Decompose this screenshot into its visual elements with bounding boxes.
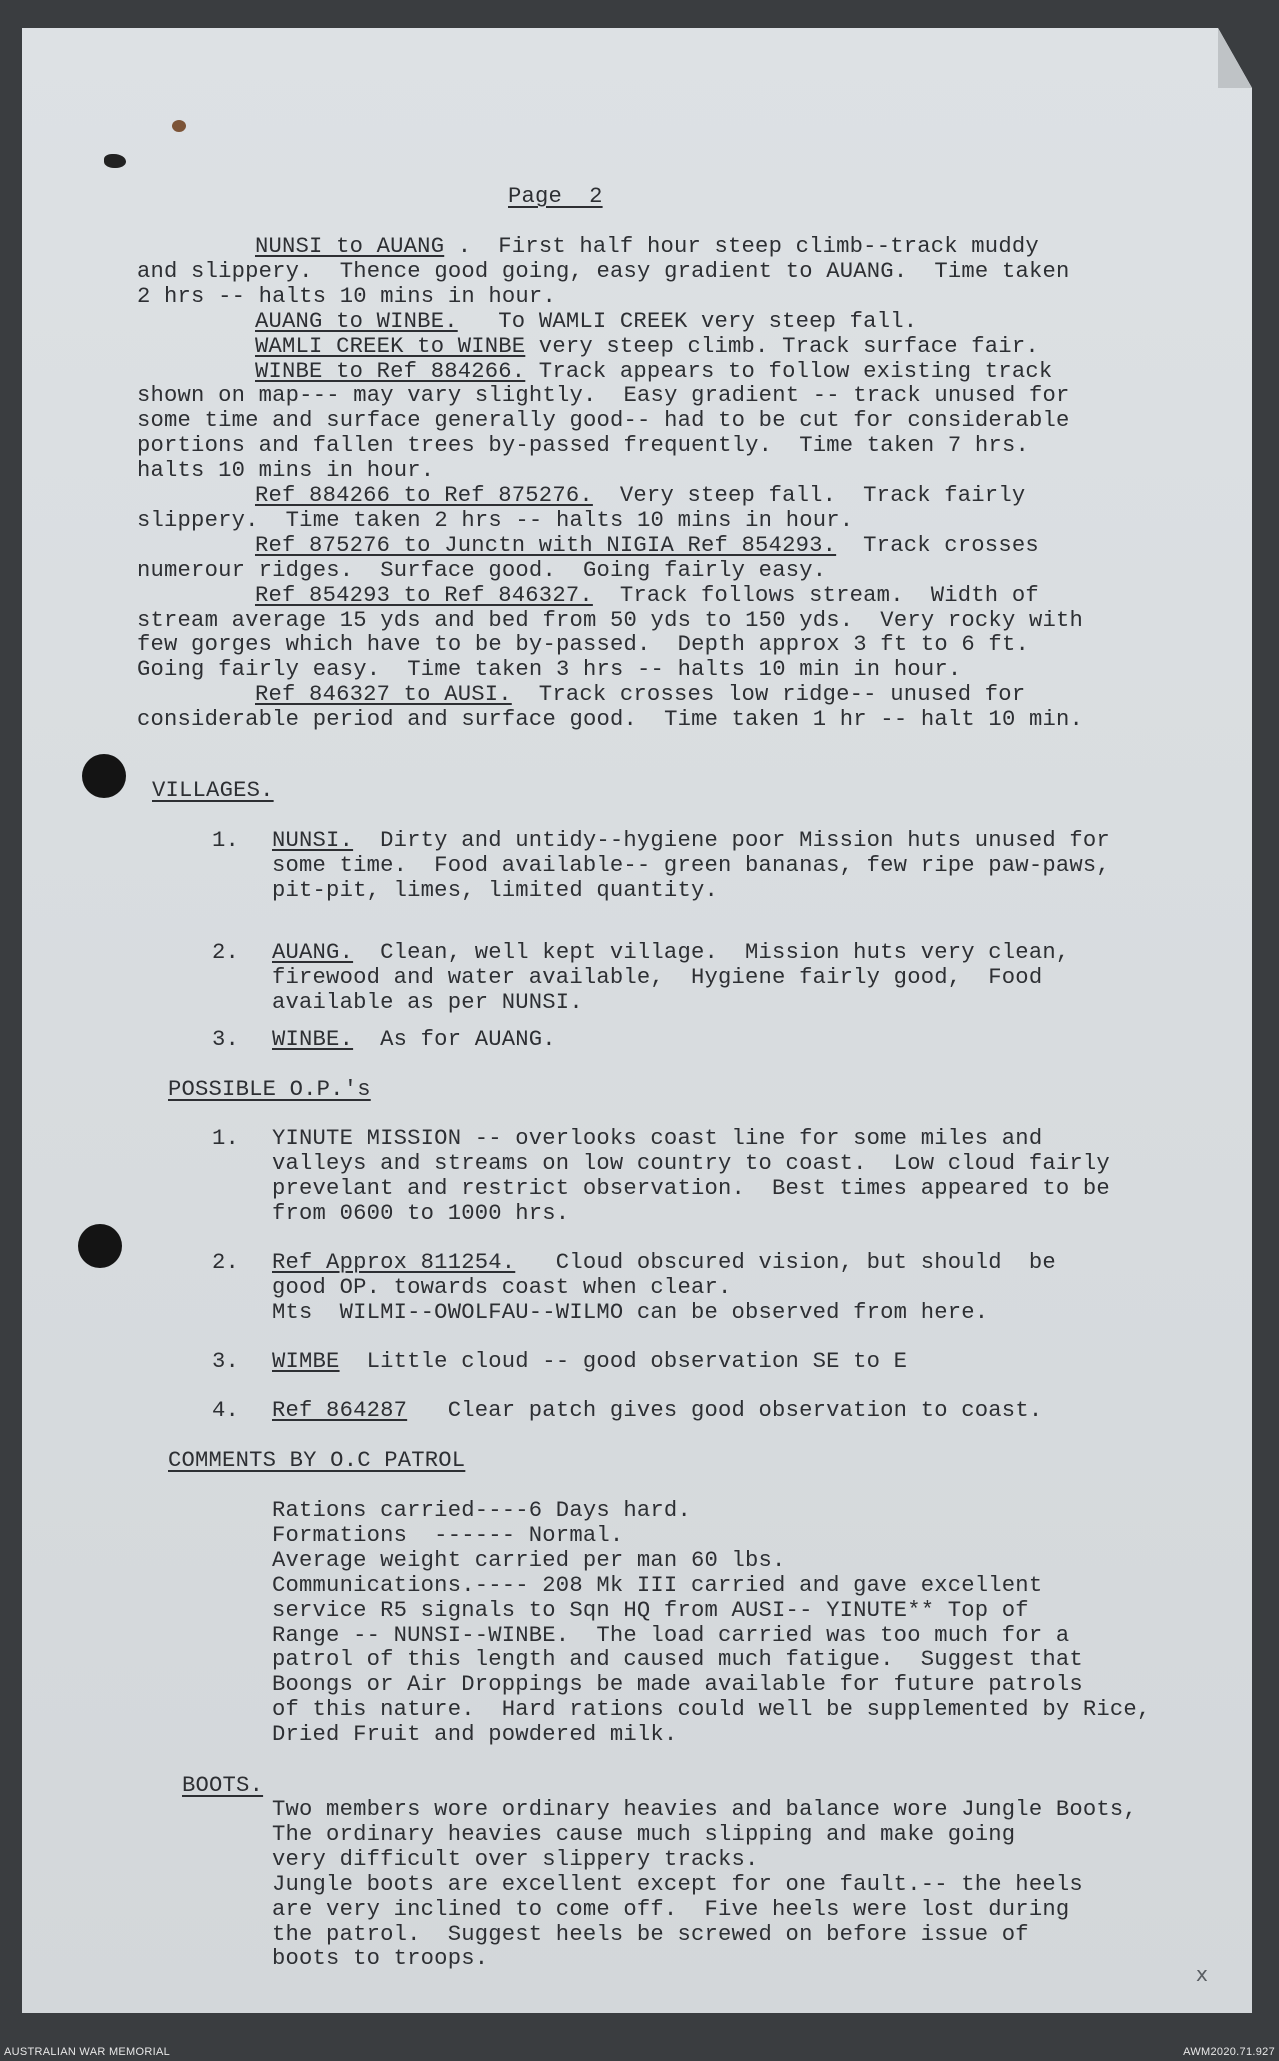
text-run: Range -- NUNSI--WINBE. The load carried was too much for a (272, 1622, 1070, 1648)
underlined-heading: AUANG to WINBE. (255, 308, 458, 334)
text-run: pit-pit, limes, limited quantity. (272, 877, 718, 903)
text-run: Clean, well kept village. Mission huts very clean, (353, 940, 1070, 965)
text-run: 1. (212, 1126, 240, 1151)
boots-line (272, 1922, 1029, 1947)
comments-line (272, 1672, 1083, 1697)
text-run: and slippery. Thence good going, easy gradient to AUANG. Time taken (137, 258, 1070, 284)
underlined-heading: WINBE. (272, 1027, 354, 1052)
text-run: The ordinary heavies cause much slipping and make going (272, 1821, 1016, 1847)
section-heading-boots (182, 1773, 263, 1798)
op-line (272, 1300, 988, 1325)
text-run: portions and fallen trees by-passed frequently. Time taken 7 hrs. (137, 433, 1029, 459)
text-run: Little cloud -- good observation SE to E (339, 1349, 908, 1374)
corner-mark: x (1196, 1962, 1208, 1986)
village-line (272, 828, 1110, 853)
section-heading-ops (168, 1077, 371, 1102)
text-run: 2. (212, 1250, 240, 1275)
underlined-heading: WIMBE (272, 1349, 340, 1374)
text-run: available as per NUNSI. (272, 989, 583, 1015)
text-run: Very steep fall. Track fairly (592, 483, 1026, 508)
village-line (272, 1027, 556, 1052)
op-line (272, 1201, 569, 1226)
route-segment-line (137, 608, 1083, 633)
route-segment-first-line (255, 682, 1025, 707)
footer-accession-number: AWM2020.71.927 (1183, 2046, 1275, 2058)
ink-blot (104, 154, 126, 168)
text-run: 2. (212, 940, 240, 965)
route-segment-line (137, 259, 1070, 284)
underlined-heading: Ref 875276 to Junctn with NIGIA Ref 854293. (255, 532, 837, 558)
village-line (272, 853, 1110, 878)
boots-line (272, 1872, 1083, 1897)
text-run: patrol of this length and caused much fatigue. Suggest that (272, 1647, 1083, 1673)
text-run: prevelant and restrict observation. Best times appeared to be (272, 1175, 1110, 1201)
op-line (272, 1349, 907, 1374)
text-run: Jungle boots are excellent except for one fault.-- the heels (272, 1871, 1083, 1897)
route-segment-first-line (255, 234, 1039, 259)
op-line (272, 1151, 1110, 1176)
text-run: Track follows stream. Width of (592, 582, 1039, 608)
boots-line (272, 1797, 1137, 1822)
text-run: good OP. towards coast when clear. (272, 1274, 732, 1300)
op-number (212, 1126, 239, 1151)
route-segment-line (137, 284, 556, 309)
route-segment-line (137, 707, 1083, 732)
route-segment-line (137, 558, 826, 583)
route-segment-line (137, 408, 1070, 433)
text-run: firewood and water available, Hygiene fairly good, Food (272, 964, 1043, 990)
boots-line (272, 1847, 759, 1872)
op-number (212, 1398, 239, 1423)
text-run: numerour ridges. Surface good. Going fairly easy. (137, 557, 827, 583)
underlined-heading: Ref 884266 to Ref 875276. (255, 483, 593, 508)
text-run: Boongs or Air Droppings be made available for future patrols (272, 1672, 1083, 1698)
route-segment-first-line (255, 334, 1039, 359)
text-run: halts 10 mins in hour. (137, 458, 435, 484)
text-run: Dirty and untidy--hygiene poor Mission huts unused for (353, 828, 1110, 853)
underlined-heading: NUNSI. (272, 828, 354, 853)
comments-line (272, 1498, 691, 1523)
text-run: boots to troops. (272, 1946, 489, 1972)
page-title (508, 184, 603, 209)
underlined-heading: BOOTS. (182, 1773, 264, 1798)
underlined-heading: AUANG. (272, 940, 354, 965)
text-run: valleys and streams on low country to coast. Low cloud fairly (272, 1150, 1110, 1176)
text-run: Clear patch gives good observation to coast. (407, 1398, 1043, 1423)
underlined-heading: WINBE to Ref 884266. (255, 358, 526, 384)
folded-corner (1218, 28, 1252, 88)
underlined-heading: Ref 854293 to Ref 846327. (255, 582, 593, 608)
text-run: Track appears to follow existing track (525, 358, 1053, 384)
op-line (272, 1275, 732, 1300)
text-run: Formations ------ Normal. (272, 1522, 624, 1548)
text-run: slippery. Time taken 2 hrs -- halts 10 mins in hour. (137, 507, 854, 533)
text-run: Cloud obscured vision, but should be (515, 1250, 1056, 1275)
text-run: 3. (212, 1027, 240, 1052)
op-line (272, 1126, 1042, 1151)
village-number (212, 1027, 239, 1052)
op-line (272, 1176, 1110, 1201)
text-run: the patrol. Suggest heels be screwed on before issue of (272, 1921, 1029, 1947)
text-run: very steep climb. Track surface fair. (525, 333, 1039, 359)
text-run: 1. (212, 828, 240, 853)
op-number (212, 1349, 239, 1374)
underlined-heading: VILLAGES. (152, 778, 274, 803)
text-run: of this nature. Hard rations could well be supplemented by Rice, (272, 1697, 1151, 1723)
underlined-heading: Ref 846327 to AUSI. (255, 682, 512, 708)
text-run: some time and surface generally good-- had to be cut for considerable (137, 408, 1070, 434)
text-run: 4. (212, 1398, 240, 1423)
underlined-heading: NUNSI to AUANG (255, 234, 445, 259)
text-run: very difficult over slippery tracks. (272, 1846, 759, 1872)
text-run: Track crosses low ridge-- unused for (511, 682, 1026, 708)
underlined-heading: Page 2 (508, 184, 603, 209)
boots-line (272, 1897, 1069, 1922)
text-run: stream average 15 yds and bed from 50 yds to 150 yds. Very rocky with (137, 607, 1084, 633)
comments-line (272, 1548, 786, 1573)
underlined-heading: WAMLI CREEK to WINBE (255, 333, 526, 359)
village-number (212, 828, 239, 853)
underlined-heading: COMMENTS BY O.C PATROL (168, 1448, 466, 1473)
village-line (272, 878, 718, 903)
comments-line (272, 1573, 1042, 1598)
text-run: are very inclined to come off. Five heels were lost during (272, 1896, 1070, 1922)
text-run: 2 hrs -- halts 10 mins in hour. (137, 283, 556, 309)
text-run: As for AUANG. (353, 1027, 556, 1052)
village-line (272, 940, 1069, 965)
text-run: service R5 signals to Sqn HQ from AUSI-- YINUTE** Top of (272, 1597, 1029, 1623)
text-run: Track crosses (836, 532, 1039, 558)
boots-line (272, 1822, 1015, 1847)
text-run: Average weight carried per man 60 lbs. (272, 1547, 786, 1573)
comments-line (272, 1598, 1029, 1623)
section-heading-comments (168, 1448, 465, 1473)
text-run: some time. Food available-- green bananas, few ripe paw-paws, (272, 852, 1110, 878)
village-number (212, 940, 239, 965)
comments-line (272, 1623, 1069, 1648)
underlined-heading: Ref 864287 (272, 1398, 408, 1423)
text-run: . First half hour steep climb--track muddy (444, 234, 1039, 259)
comments-line (272, 1697, 1150, 1722)
text-run: from 0600 to 1000 hrs. (272, 1200, 570, 1226)
village-line (272, 965, 1042, 990)
punch-hole-top (82, 754, 126, 798)
text-run: To WAMLI CREEK very steep fall. (457, 308, 918, 334)
route-segment-line (137, 632, 1029, 657)
route-segment-line (137, 433, 1029, 458)
route-segment-line (137, 383, 1070, 408)
footer-archive-name: AUSTRALIAN WAR MEMORIAL (4, 2046, 171, 2058)
route-segment-line (137, 458, 434, 483)
comments-line (272, 1523, 623, 1548)
text-run: shown on map--- may vary slightly. Easy gradient -- track unused for (137, 383, 1070, 409)
op-number (212, 1250, 239, 1275)
text-run: Mts WILMI--OWOLFAU--WILMO can be observed from here. (272, 1299, 989, 1325)
route-segment-line (137, 657, 961, 682)
text-run: few gorges which have to be by-passed. Depth approx 3 ft to 6 ft. (137, 632, 1029, 658)
route-segment-first-line (255, 483, 1025, 508)
route-segment-first-line (255, 359, 1052, 384)
underlined-heading: Ref Approx 811254. (272, 1250, 516, 1275)
text-run: Two members wore ordinary heavies and balance wore Jungle Boots, (272, 1797, 1137, 1822)
punch-hole-bottom (78, 1224, 122, 1268)
comments-line (272, 1722, 677, 1747)
underlined-heading: POSSIBLE O.P.'s (168, 1077, 371, 1102)
village-line (272, 990, 583, 1015)
op-line (272, 1250, 1056, 1275)
text-run: Communications.---- 208 Mk III carried and gave excellent (272, 1572, 1043, 1598)
comments-line (272, 1647, 1083, 1672)
text-run: Going fairly easy. Time taken 3 hrs -- halts 10 min in hour. (137, 657, 962, 683)
text-run: considerable period and surface good. Time taken 1 hr -- halt 10 min. (137, 707, 1084, 733)
route-segment-line (137, 508, 853, 533)
route-segment-first-line (255, 309, 917, 334)
rust-stain (172, 120, 186, 132)
route-segment-first-line (255, 533, 1039, 558)
text-run: 3. (212, 1349, 240, 1374)
text-run: YINUTE MISSION -- overlooks coast line for some miles and (272, 1126, 1043, 1151)
section-heading-villages (152, 778, 274, 803)
op-line (272, 1398, 1042, 1423)
route-segment-first-line (255, 583, 1039, 608)
text-run: Rations carried----6 Days hard. (272, 1498, 691, 1523)
text-run: Dried Fruit and powdered milk. (272, 1722, 678, 1748)
boots-line (272, 1946, 488, 1971)
